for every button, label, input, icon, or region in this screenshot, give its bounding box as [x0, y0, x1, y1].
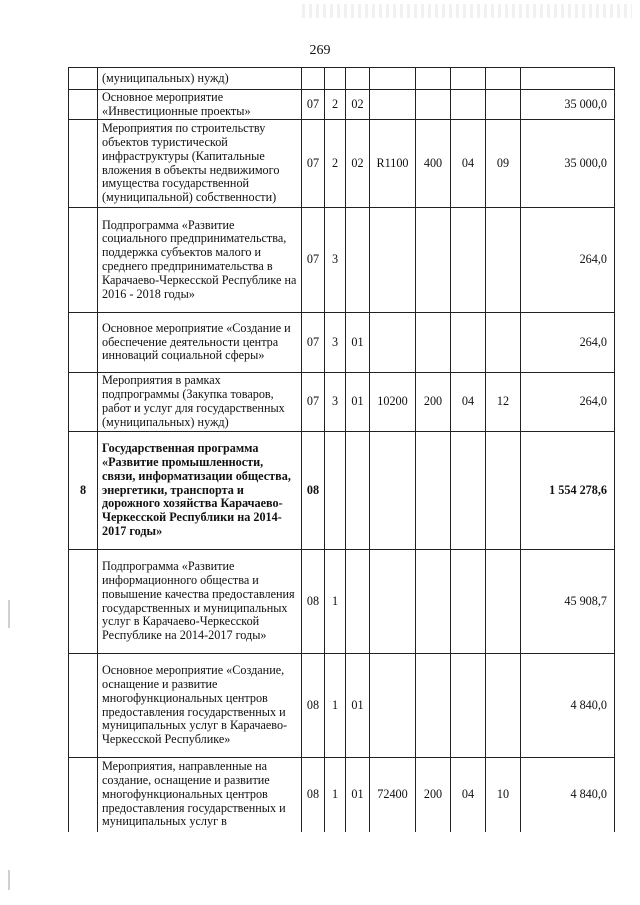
table-row — [69, 313, 615, 373]
code-cell — [370, 313, 416, 373]
code-cell — [451, 313, 486, 373]
row-number-cell — [69, 373, 98, 432]
item-name-cell: Мероприятия в рамках подпрограммы (Закупка товаров, работ и услуг для государственных (муниципальных) нужд) — [98, 373, 302, 432]
item-name-cell: Мероприятия по строительству объектов туристической инфраструктуры (Капитальные вложения в объекты недвижимого имущества государственной (муниципальной) собственности) — [98, 120, 302, 208]
code-cell — [486, 90, 521, 120]
code-cell: 07 — [302, 373, 325, 432]
code-cell — [370, 208, 416, 313]
row-number-cell — [69, 120, 98, 208]
code-cell: 02 — [346, 120, 370, 208]
amount-cell: 264,0 — [521, 208, 615, 313]
code-cell: 07 — [302, 90, 325, 120]
code-cell — [486, 654, 521, 758]
code-cell — [302, 68, 325, 90]
code-cell — [486, 432, 521, 550]
code-cell: 04 — [451, 373, 486, 432]
code-cell: 08 — [302, 654, 325, 758]
amount-cell: 264,0 — [521, 313, 615, 373]
table-row — [69, 90, 615, 120]
code-cell: 3 — [325, 373, 346, 432]
amount-cell: 1 554 278,6 — [521, 432, 615, 550]
code-cell: 3 — [325, 208, 346, 313]
code-cell — [416, 432, 451, 550]
code-cell — [346, 208, 370, 313]
code-cell — [416, 313, 451, 373]
budget-table — [68, 67, 615, 832]
code-cell: 1 — [325, 654, 346, 758]
code-cell — [370, 432, 416, 550]
code-cell: 07 — [302, 313, 325, 373]
code-cell: R1100 — [370, 120, 416, 208]
row-number-cell — [69, 90, 98, 120]
code-cell — [451, 208, 486, 313]
code-cell — [370, 90, 416, 120]
code-cell: 3 — [325, 313, 346, 373]
code-cell: 1 — [325, 550, 346, 654]
code-cell: 400 — [416, 120, 451, 208]
table-row — [69, 432, 615, 550]
amount-cell: 45 908,7 — [521, 550, 615, 654]
table-row — [69, 373, 615, 432]
amount-cell: 4 840,0 — [521, 758, 615, 832]
code-cell: 01 — [346, 758, 370, 832]
table-row — [69, 654, 615, 758]
code-cell — [486, 313, 521, 373]
row-number-cell — [69, 208, 98, 313]
code-cell: 200 — [416, 373, 451, 432]
code-cell: 01 — [346, 373, 370, 432]
code-cell: 02 — [346, 90, 370, 120]
code-cell — [325, 68, 346, 90]
code-cell — [346, 432, 370, 550]
amount-cell: 264,0 — [521, 373, 615, 432]
code-cell: 08 — [302, 758, 325, 832]
amount-cell — [521, 68, 615, 90]
code-cell — [451, 432, 486, 550]
code-cell: 09 — [486, 120, 521, 208]
table-row — [69, 208, 615, 313]
code-cell: 08 — [302, 550, 325, 654]
code-cell — [416, 90, 451, 120]
code-cell — [370, 550, 416, 654]
scan-artifact — [302, 4, 632, 18]
code-cell: 01 — [346, 313, 370, 373]
code-cell: 04 — [451, 758, 486, 832]
code-cell — [370, 68, 416, 90]
code-cell: 12 — [486, 373, 521, 432]
item-name-cell: Мероприятия, направленные на создание, оснащение и развитие многофункциональных центров предоставления государственных и муниципальных услуг в — [98, 758, 302, 832]
row-number-cell — [69, 550, 98, 654]
code-cell — [486, 208, 521, 313]
table-row — [69, 120, 615, 208]
code-cell: 07 — [302, 120, 325, 208]
code-cell: 10200 — [370, 373, 416, 432]
item-name-cell: Основное мероприятие «Создание и обеспечение деятельности центра инноваций социальной сферы» — [98, 313, 302, 373]
amount-cell: 35 000,0 — [521, 120, 615, 208]
code-cell: 72400 — [370, 758, 416, 832]
amount-cell: 4 840,0 — [521, 654, 615, 758]
item-name-cell: Государственная программа «Развитие промышленности, связи, информатизации общества, энергетики, транспорта и дорожного хозяйства Карачаево-Черкесской Республики на 2014-2017 годы» — [98, 432, 302, 550]
code-cell — [346, 550, 370, 654]
code-cell — [325, 432, 346, 550]
code-cell — [416, 654, 451, 758]
code-cell: 07 — [302, 208, 325, 313]
code-cell — [416, 68, 451, 90]
code-cell: 2 — [325, 90, 346, 120]
code-cell — [346, 68, 370, 90]
row-number-cell — [69, 758, 98, 832]
item-name-cell: Подпрограмма «Развитие информационного общества и повышение качества предоставления государственных и муниципальных услуг в Карачаево-Черкесской Республике на 2014-2017 годы» — [98, 550, 302, 654]
page-number: 269 — [309, 43, 331, 58]
scan-artifact — [8, 600, 10, 628]
code-cell: 04 — [451, 120, 486, 208]
code-cell — [451, 90, 486, 120]
item-name-cell: (муниципальных) нужд) — [98, 68, 302, 90]
code-cell — [416, 550, 451, 654]
code-cell — [416, 208, 451, 313]
table-row — [69, 68, 615, 90]
item-name-cell: Подпрограмма «Развитие социального предпринимательства, поддержка субъектов малого и среднего предпринимательства в Карачаево-Черкесской Республике на 2016 - 2018 годы» — [98, 208, 302, 313]
table-row — [69, 550, 615, 654]
code-cell: 08 — [302, 432, 325, 550]
scan-artifact — [8, 870, 10, 890]
code-cell — [486, 550, 521, 654]
code-cell: 1 — [325, 758, 346, 832]
code-cell: 10 — [486, 758, 521, 832]
code-cell — [451, 68, 486, 90]
code-cell — [370, 654, 416, 758]
row-number-cell — [69, 654, 98, 758]
code-cell — [486, 68, 521, 90]
code-cell — [451, 654, 486, 758]
code-cell: 01 — [346, 654, 370, 758]
code-cell: 2 — [325, 120, 346, 208]
amount-cell: 35 000,0 — [521, 90, 615, 120]
row-number-cell — [69, 313, 98, 373]
item-name-cell: Основное мероприятие «Создание, оснащение и развитие многофункциональных центров предоставления государственных и муниципальных услуг в Карачаево-Черкесской Республике» — [98, 654, 302, 758]
row-number-cell: 8 — [69, 432, 98, 550]
code-cell: 200 — [416, 758, 451, 832]
code-cell — [451, 550, 486, 654]
item-name-cell: Основное мероприятие «Инвестиционные проекты» — [98, 90, 302, 120]
row-number-cell — [69, 68, 98, 90]
table-row — [69, 758, 615, 832]
